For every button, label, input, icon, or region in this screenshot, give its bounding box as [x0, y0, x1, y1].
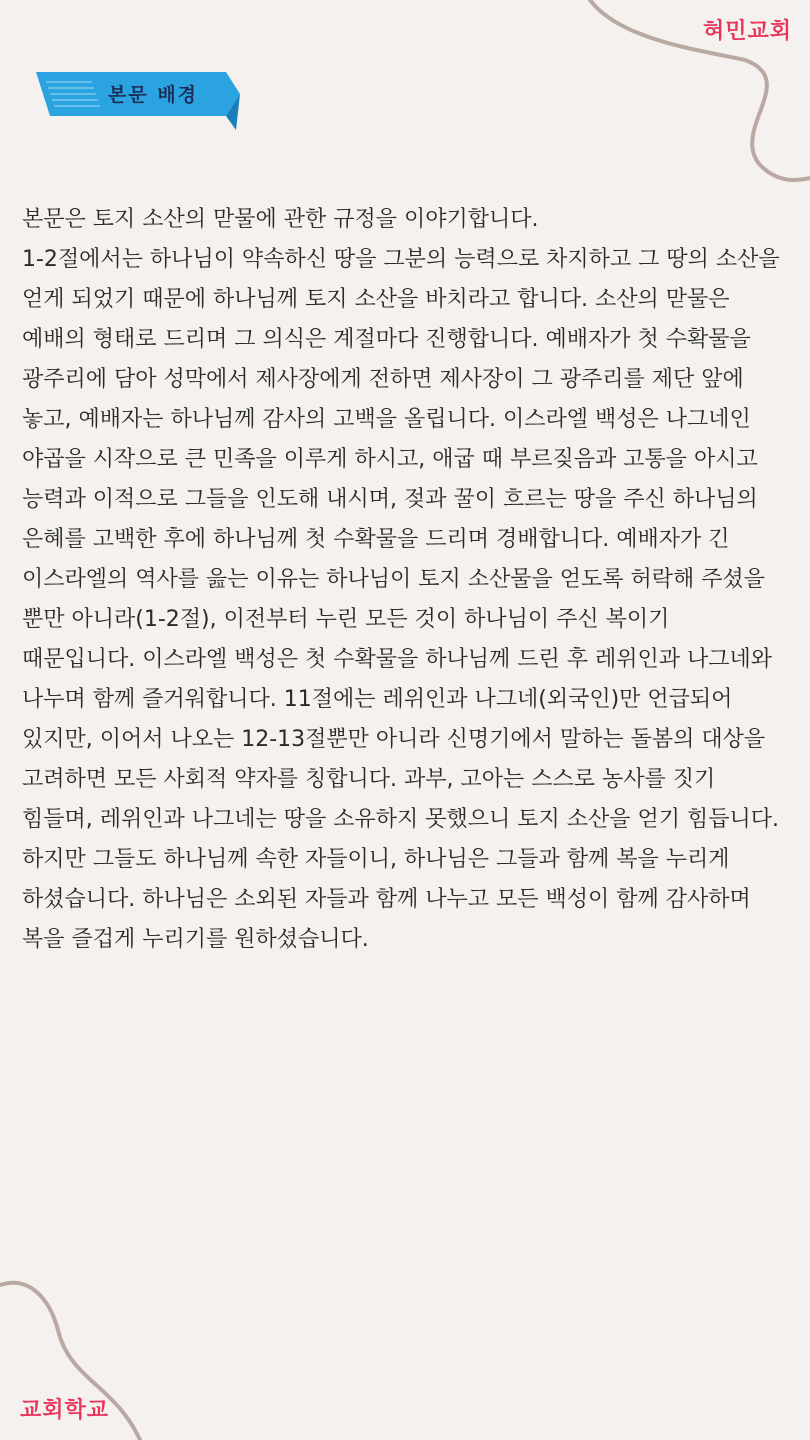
- intro-paragraph: 본문은 토지 소산의 맏물에 관한 규정을 이야기합니다.: [22, 207, 539, 232]
- passage-background-text: [22, 200, 788, 960]
- church-school-logo-bottom: 교회학교: [20, 1398, 110, 1423]
- section-label-banner: [36, 72, 240, 130]
- main-paragraph: 1-2절에서는 하나님이 약속하신 땅을 그분의 능력으로 차지하고 그 땅의 소산을 얻게 되었기 때문에 하나님께 토지 소산을 바치라고 합니다. 소산의 맏물은 예배의 형태로 드리며 그 의식은 계절마다 진행합니다. 예배자가 첫 수확물을 광주리에 담아 성막에서 제사장에게 전하면 제사장이 그 광주리를 제단 앞에 놓고, 예배자는 하나님께 감사의 고백을 올립니다. 이스라엘 백성은 나그네인 야곱을 시작으로 큰 민족을 이루게 하시고, 애굽 때 부르짖음과 고통을 아시고 능력과 이적으로 그들을 인도해 내시며, 젖과 꿀이 흐르는 땅을 주신 하나님의 은혜를 고백한 후에 하나님께 첫 수확물을 드리며 경배합니다. 예배자가 긴 이스라엘의 역사를 읊는 이유는 하나님이 토지 소산물을 얻도록 허락해 주셨을 뿐만 아니라(1-2절), 이전부터 누린 모든 것이 하나님이 주신 복이기 때문입니다. 이스라엘 백성은 첫 수확물을 하나님께 드린 후 레위인과 나그네와 나누며 함께 즐거워합니다. 11절에는 레위인과 나그네(외국인)만 언급되어 있지만, 이어서 나오는 12-13절뿐만 아니라 신명기에서 말하는 돌봄의 대상을 고려하면 모든 사회적 약자를 칭합니다. 과부, 고아는 스스로 농사를 짓기 힘들며, 레위인과 나그네는 땅을 소유하지 못했으니 토지 소산을 얻기 힘듭니다. 하지만 그들도 하나님께 속한 자들이니, 하나님은 그들과 함께 복을 누리게 하셨습니다. 하나님은 소외된 자들과 함께 나누고 모든 백성이 함께 감사하며 복을 즐겁게 누리기를 원하셨습니다.: [22, 247, 780, 952]
- section-title: 본문 배경: [108, 84, 199, 106]
- church-logo-top: 혀민교회: [702, 19, 792, 44]
